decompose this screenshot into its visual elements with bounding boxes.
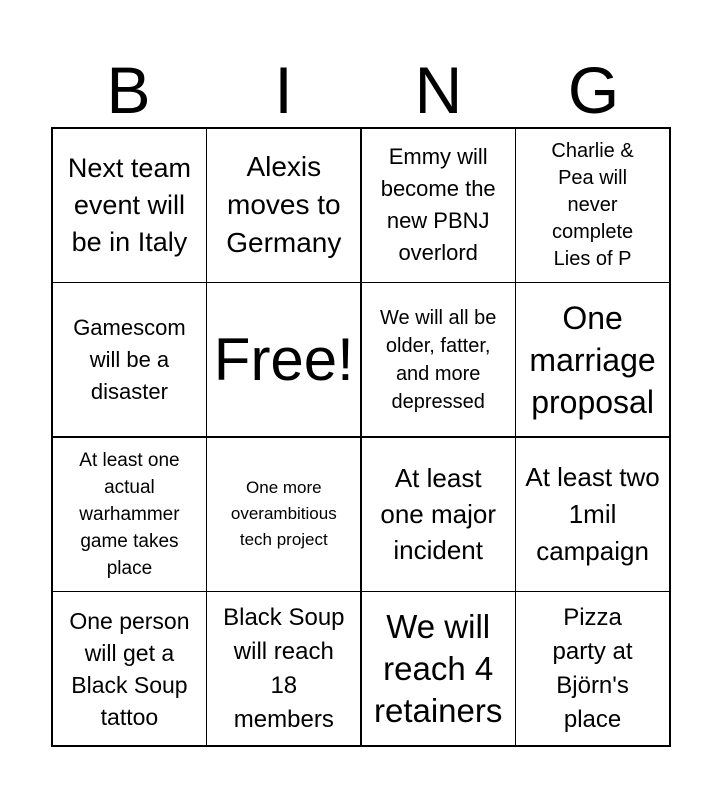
- cell-text: Emmy will become the new PBNJ overlord: [380, 144, 496, 266]
- cell-text: One person will get a Black Soup tattoo: [69, 607, 190, 730]
- header-letter-g: G: [567, 53, 620, 127]
- cell-text: We will reach 4 retainers: [373, 607, 503, 729]
- bingo-cell[interactable]: [516, 129, 669, 282]
- header-letter-b: B: [106, 53, 151, 127]
- cell-text: Black Soup will reach 18 members: [223, 603, 345, 733]
- bingo-cell[interactable]: [53, 438, 206, 591]
- cell-text: One more overambitious tech project: [230, 478, 337, 550]
- cell-text: Alexis moves to Germany: [226, 151, 342, 259]
- bingo-cell[interactable]: [362, 129, 515, 282]
- bingo-cell[interactable]: [516, 438, 669, 591]
- bingo-cell[interactable]: [53, 129, 206, 282]
- header-letter-i: I: [274, 53, 293, 127]
- cell-text: One marriage proposal: [529, 299, 656, 420]
- header-letter-n: N: [414, 53, 463, 127]
- bingo-cell[interactable]: [362, 283, 515, 436]
- bingo-cell[interactable]: [207, 129, 360, 282]
- bingo-cell[interactable]: [207, 438, 360, 591]
- free-space: Free!: [213, 325, 354, 393]
- bingo-cell[interactable]: [53, 283, 206, 436]
- cell-text: Pizza party at Björn's place: [552, 603, 633, 733]
- bingo-header: [51, 52, 671, 128]
- bingo-cell[interactable]: [207, 283, 360, 436]
- cell-text: Gamescom will be a disaster: [73, 314, 186, 404]
- bingo-cell[interactable]: [362, 592, 515, 745]
- bingo-cell[interactable]: [516, 592, 669, 745]
- cell-text: We will all be older, fatter, and more depressed: [380, 306, 497, 413]
- cell-text: Next team event will be in Italy: [67, 152, 191, 257]
- cell-text: At least one actual warhammer game takes place: [79, 449, 180, 579]
- cell-text: At least one major incident: [380, 463, 496, 566]
- bingo-cell[interactable]: [207, 592, 360, 745]
- bingo-cell[interactable]: [362, 438, 515, 591]
- bingo-cell[interactable]: [516, 283, 669, 436]
- bingo-grid: [51, 127, 671, 747]
- bingo-cell[interactable]: [53, 592, 206, 745]
- cell-text: At least two 1mil campaign: [525, 461, 660, 566]
- cell-text: Charlie & Pea will never complete Lies of P: [551, 139, 634, 270]
